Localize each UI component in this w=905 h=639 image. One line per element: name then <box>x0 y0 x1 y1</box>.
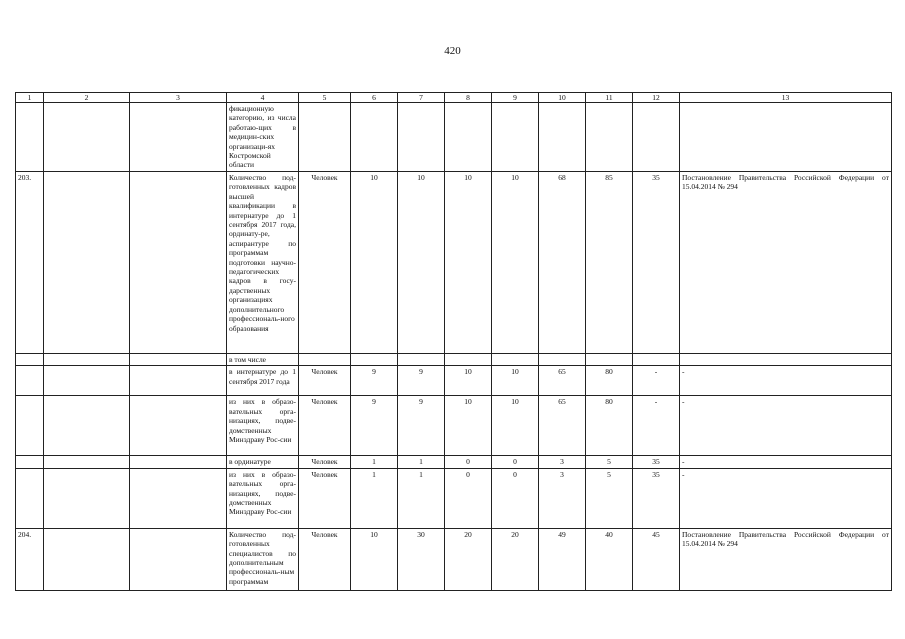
value-cell: 0 <box>492 468 539 528</box>
value-cell: 35 <box>633 172 680 354</box>
empty-cell <box>44 103 130 172</box>
unit-cell: Человек <box>299 528 351 590</box>
empty-cell <box>130 528 227 590</box>
value-cell: 10 <box>492 396 539 456</box>
unit-cell <box>299 103 351 172</box>
value-cell: 80 <box>586 366 633 396</box>
value-cell: 65 <box>539 396 586 456</box>
value-cell: 1 <box>398 468 445 528</box>
value-cell: - <box>633 396 680 456</box>
value-cell: 45 <box>633 528 680 590</box>
row-number-cell: 204. <box>16 528 44 590</box>
indicator-name-cell: из них в образо-вательных орга-низациях, подве-домственных Минздраву Рос-сии <box>227 396 299 456</box>
table-row <box>16 456 892 468</box>
value-cell: 10 <box>445 396 492 456</box>
value-cell <box>398 103 445 172</box>
value-cell: 1 <box>398 456 445 468</box>
header-cell: 11 <box>586 93 633 103</box>
unit-cell: Человек <box>299 468 351 528</box>
value-cell: - <box>633 366 680 396</box>
value-cell <box>633 103 680 172</box>
empty-cell <box>130 456 227 468</box>
value-cell: 40 <box>586 528 633 590</box>
unit-cell: Человек <box>299 172 351 354</box>
empty-cell <box>130 103 227 172</box>
header-cell: 2 <box>44 93 130 103</box>
empty-cell <box>44 172 130 354</box>
value-cell <box>539 103 586 172</box>
unit-cell <box>299 354 351 366</box>
indicator-name-cell: в том числе <box>227 354 299 366</box>
table-row <box>16 468 892 528</box>
row-number-cell <box>16 103 44 172</box>
empty-cell <box>44 366 130 396</box>
row-number-cell <box>16 396 44 456</box>
indicator-name-cell: в интернатуре до 1 сентября 2017 года <box>227 366 299 396</box>
value-cell: 35 <box>633 468 680 528</box>
empty-cell <box>44 456 130 468</box>
value-cell: 9 <box>351 396 398 456</box>
value-cell <box>445 354 492 366</box>
header-cell: 7 <box>398 93 445 103</box>
note-cell <box>680 103 892 172</box>
value-cell: 10 <box>445 366 492 396</box>
note-cell <box>680 354 892 366</box>
empty-cell <box>44 528 130 590</box>
row-number-cell <box>16 354 44 366</box>
row-number-cell: 203. <box>16 172 44 354</box>
value-cell: 9 <box>398 396 445 456</box>
value-cell: 20 <box>492 528 539 590</box>
indicator-name-cell: Количество под-готовленных специалистов по дополнительным профессиональ-ным программам <box>227 528 299 590</box>
empty-cell <box>130 468 227 528</box>
empty-cell <box>44 468 130 528</box>
header-cell: 13 <box>680 93 892 103</box>
header-cell: 8 <box>445 93 492 103</box>
value-cell: 5 <box>586 468 633 528</box>
value-cell <box>445 103 492 172</box>
empty-cell <box>130 366 227 396</box>
value-cell: 10 <box>351 528 398 590</box>
header-cell: 12 <box>633 93 680 103</box>
indicator-name-cell: из них в образо-вательных орга-низациях, подве-домственных Минздраву Рос-сии <box>227 468 299 528</box>
value-cell <box>586 103 633 172</box>
value-cell <box>539 354 586 366</box>
value-cell: 35 <box>633 456 680 468</box>
empty-cell <box>130 354 227 366</box>
value-cell: 49 <box>539 528 586 590</box>
table-row <box>16 103 892 172</box>
value-cell <box>633 354 680 366</box>
value-cell: 9 <box>351 366 398 396</box>
unit-cell: Человек <box>299 456 351 468</box>
note-cell: - <box>680 456 892 468</box>
value-cell: 5 <box>586 456 633 468</box>
value-cell <box>351 354 398 366</box>
note-cell: - <box>680 366 892 396</box>
value-cell: 68 <box>539 172 586 354</box>
table-row <box>16 366 892 396</box>
value-cell: 10 <box>445 172 492 354</box>
indicator-name-cell: Количество под-готовленных кадров высшей квалификации в интернатуре до 1 сентября 2017 года, ординату-ре, аспирантуре по программам подготовки научно-педагогических кадров в госу-дарственных организациях дополнительного профессиональ-ного образования <box>227 172 299 354</box>
value-cell: 0 <box>445 456 492 468</box>
empty-cell <box>130 396 227 456</box>
value-cell: 10 <box>351 172 398 354</box>
table-header-row <box>16 93 892 103</box>
value-cell: 10 <box>492 172 539 354</box>
value-cell: 3 <box>539 468 586 528</box>
value-cell: 0 <box>492 456 539 468</box>
header-cell: 1 <box>16 93 44 103</box>
value-cell: 3 <box>539 456 586 468</box>
header-cell: 5 <box>299 93 351 103</box>
header-cell: 6 <box>351 93 398 103</box>
table-row <box>16 172 892 354</box>
value-cell <box>586 354 633 366</box>
indicator-name-cell: в ординатуре <box>227 456 299 468</box>
header-cell: 4 <box>227 93 299 103</box>
value-cell: 0 <box>445 468 492 528</box>
page-number: 420 <box>444 45 461 57</box>
value-cell: 1 <box>351 468 398 528</box>
empty-cell <box>130 172 227 354</box>
note-cell: Постановление Правительства Российской Федерации от 15.04.2014 № 294 <box>680 172 892 354</box>
header-cell: 10 <box>539 93 586 103</box>
note-cell: - <box>680 468 892 528</box>
table-body <box>16 93 892 591</box>
value-cell: 20 <box>445 528 492 590</box>
value-cell <box>492 103 539 172</box>
indicator-name-cell: фикационную категорию, из числа работаю-щих в медицин-ских организаци-ях Костромской области <box>227 103 299 172</box>
note-cell: - <box>680 396 892 456</box>
empty-cell <box>44 354 130 366</box>
row-number-cell <box>16 468 44 528</box>
table-row <box>16 528 892 590</box>
empty-cell <box>44 396 130 456</box>
value-cell: 30 <box>398 528 445 590</box>
unit-cell: Человек <box>299 366 351 396</box>
row-number-cell <box>16 366 44 396</box>
value-cell <box>398 354 445 366</box>
value-cell: 65 <box>539 366 586 396</box>
value-cell: 9 <box>398 366 445 396</box>
table-row <box>16 354 892 366</box>
value-cell: 10 <box>398 172 445 354</box>
header-cell: 9 <box>492 93 539 103</box>
value-cell: 85 <box>586 172 633 354</box>
value-cell <box>492 354 539 366</box>
value-cell: 80 <box>586 396 633 456</box>
row-number-cell <box>16 456 44 468</box>
unit-cell: Человек <box>299 396 351 456</box>
value-cell <box>351 103 398 172</box>
table-row <box>16 396 892 456</box>
value-cell: 10 <box>492 366 539 396</box>
value-cell: 1 <box>351 456 398 468</box>
note-cell: Постановление Правительства Российской Федерации от 15.04.2014 № 294 <box>680 528 892 590</box>
header-cell: 3 <box>130 93 227 103</box>
indicators-table <box>15 92 892 591</box>
